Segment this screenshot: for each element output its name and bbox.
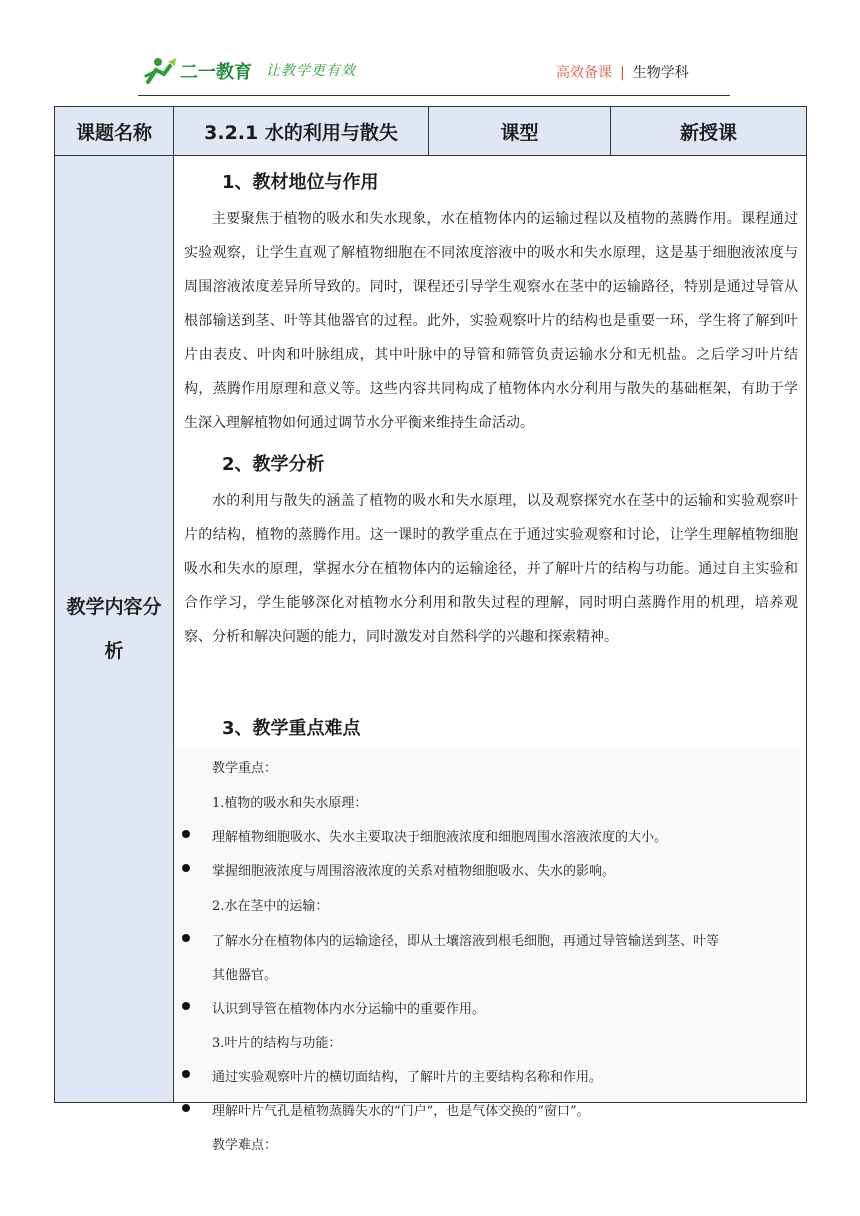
group2-title: 2.水在茎中的运输： bbox=[212, 899, 329, 914]
list-item-continuation: 其他器官。 bbox=[212, 968, 278, 983]
slogan: 让教学更有效 bbox=[266, 63, 356, 79]
bullet-icon bbox=[182, 1070, 190, 1078]
topic-name-label: 课题名称 bbox=[55, 107, 174, 156]
page-header bbox=[0, 0, 860, 100]
subject-label: 生物学科 bbox=[632, 65, 689, 81]
header-rule bbox=[138, 95, 730, 96]
key-points-heading: 教学重点： bbox=[212, 761, 278, 776]
content-analysis-label: 教学内容分析 bbox=[55, 156, 174, 1103]
key-points-box bbox=[174, 747, 800, 1153]
section-paragraph-1: 主要聚焦于植物的吸水和失水现象，水在植物体内的运输过程以及植物的蒸腾作用。课程通过实验观察，让学生直观了解植物细胞在不同浓度溶液中的吸水和失水原理，这是基于细胞液浓度与周围溶液浓度差异所导致的。同时，课程还引导学生观察水在茎中的运输路径，特别是通过导管从根部输送到茎、叶等其他器官的过程。此外，实验观察叶片的结构也是重要一环，学生将了解到叶片由表皮、叶肉和叶脉组成，其中叶脉中的导管和筛管负责运输水分和无机盐。之后学习叶片结构，蒸腾作用原理和意义等。这些内容共同构成了植物体内水分利用与散失的基础框架，有助于学生深入理解植物如何通过调节水分平衡来维持生命活动。 bbox=[184, 211, 798, 431]
list-item: 理解叶片气孔是植物蒸腾失水的“门户”，也是气体交换的“窗口”。 bbox=[212, 1104, 590, 1119]
list-item: 理解植物细胞吸水、失水主要取决于细胞液浓度和细胞周围水溶液浓度的大小。 bbox=[212, 830, 668, 845]
bullet-icon bbox=[182, 830, 190, 838]
svg-text:二一教育: 二一教育 bbox=[180, 62, 252, 83]
section-title-1: 1、教材地位与作用 bbox=[222, 172, 379, 193]
section-paragraph-2: 水的利用与散失的涵盖了植物的吸水和失水原理，以及观察探究水在茎中的运输和实验观察叶片的结构，植物的蒸腾作用。这一课时的教学重点在于通过实验观察和讨论，让学生理解植物细胞吸水和失水的原理，掌握水分在植物体内的运输途径，并了解叶片的结构与功能。通过自主实验和合作学习，学生能够深化对植物水分利用和散失过程的理解，同时明白蒸腾作用的机理，培养观察、分析和解决问题的能力，同时激发对自然科学的兴趣和探索精神。 bbox=[184, 493, 798, 645]
lesson-type-label: 课型 bbox=[429, 107, 611, 156]
header-right bbox=[556, 62, 689, 82]
lesson-type-value: 新授课 bbox=[611, 107, 807, 156]
group3-title: 3.叶片的结构与功能： bbox=[212, 1036, 342, 1051]
bullet-icon bbox=[182, 864, 190, 872]
brand-logo bbox=[142, 56, 266, 88]
table-header-row bbox=[55, 107, 807, 156]
difficulty-heading: 教学难点： bbox=[212, 1138, 278, 1153]
list-item: 了解水分在植物体内的运输途径，即从土壤溶液到根毛细胞，再通过导管输送到茎、叶等 bbox=[212, 934, 720, 949]
bullet-icon bbox=[182, 1104, 190, 1112]
course-type-label: 高效备课 bbox=[556, 65, 612, 81]
topic-value: 3.2.1 水的利用与散失 bbox=[174, 107, 429, 156]
section-title-2: 2、教学分析 bbox=[222, 454, 325, 475]
group1-title: 1.植物的吸水和失水原理： bbox=[212, 796, 368, 811]
section-title-3: 3、教学重点难点 bbox=[222, 718, 361, 739]
list-item: 认识到导管在植物体内水分运输中的重要作用。 bbox=[212, 1002, 486, 1017]
bullet-icon bbox=[182, 934, 190, 942]
list-item: 通过实验观察叶片的横切面结构，了解叶片的主要结构名称和作用。 bbox=[212, 1070, 603, 1085]
header-separator: | bbox=[620, 65, 625, 81]
bullet-icon bbox=[182, 1002, 190, 1010]
lesson-plan-table bbox=[54, 106, 807, 1153]
content-analysis-body bbox=[174, 156, 807, 1153]
list-item: 掌握细胞液浓度与周围溶液浓度的关系对植物细胞吸水、失水的影响。 bbox=[212, 864, 616, 879]
content-analysis-row bbox=[55, 156, 807, 1103]
